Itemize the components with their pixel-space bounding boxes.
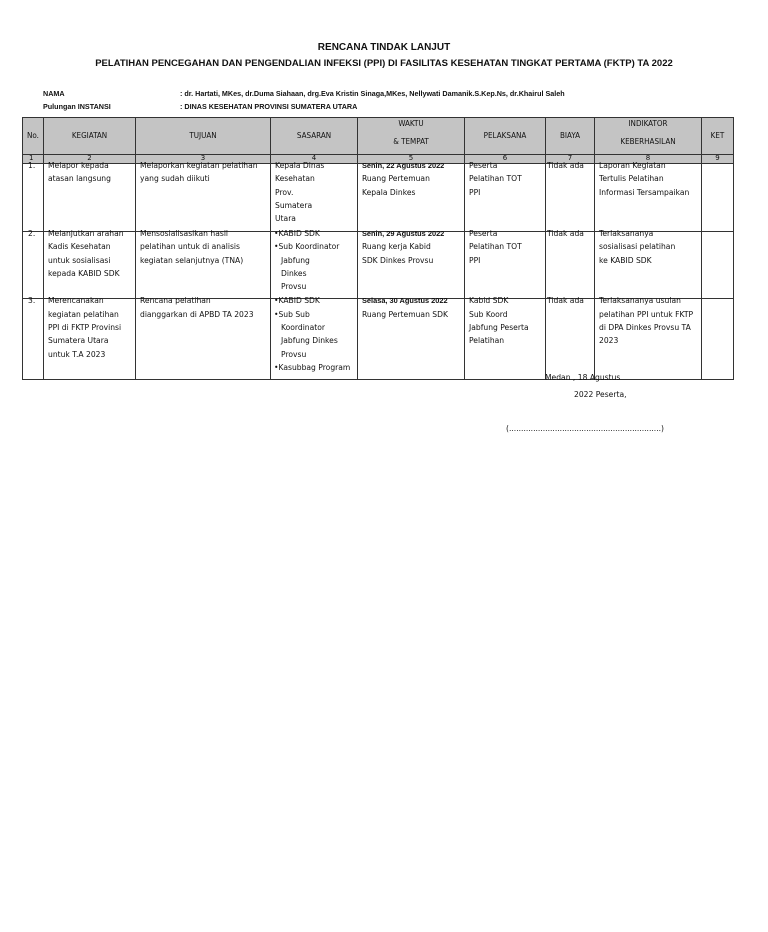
column-number: 5 <box>358 155 465 164</box>
header-no: No. <box>23 118 44 155</box>
cell-sasaran: Kepala Dinas Kesehatan Prov. Sumatera Utara <box>275 161 325 224</box>
sasaran-item: • Sub Sub Koordinator Jabfung Dinkes Provsu <box>274 308 354 361</box>
cell-sasaran <box>271 294 357 374</box>
plan-table <box>22 117 734 380</box>
meta-nama-value: : dr. Hartati, MKes, dr.Duma Siahaan, drg.Eva Kristin Sinaga,MKes, Nellywati Damanik.S.Kep.Ns, dr.Khairul Saleh <box>180 89 565 98</box>
waktu-date: Senin, 29 Agustus 2022 <box>362 229 445 238</box>
header-tujuan: TUJUAN <box>136 118 271 155</box>
cell-waktu-tempat: Senin, 29 Agustus 2022 Ruang kerja Kabid SDK Dinkes Provsu <box>358 227 464 267</box>
table-row <box>23 232 734 299</box>
column-number: 4 <box>271 155 358 164</box>
place-date-continued: 2022 Peserta, <box>574 390 627 399</box>
header-indikator-line1: INDIKATOR <box>628 119 668 128</box>
column-number: 7 <box>546 155 595 164</box>
document-subtitle: PELATIHAN PENCEGAHAN DAN PENGENDALIAN INFEKSI (PPI) DI FASILITAS KESEHATAN TINGKAT PERTAMA (FKTP) TA 2022 <box>95 58 673 69</box>
waktu-date: Senin, 22 Agustus 2022 <box>362 161 445 170</box>
waktu-date: Selasa, 30 Agustus 2022 <box>362 296 448 306</box>
cell-biaya: Tidak ada <box>547 296 584 306</box>
cell-ket <box>702 164 734 232</box>
sasaran-item: • Kasubbag Program <box>274 361 354 374</box>
row-number: 3. <box>28 296 36 306</box>
cell-ket <box>702 299 734 380</box>
meta-nama-label: NAMA <box>43 89 65 98</box>
column-number: 1 <box>23 155 44 164</box>
cell-pelaksana: Peserta Pelatihan TOT PPI <box>469 161 522 197</box>
column-number: 2 <box>44 155 136 164</box>
meta-nama <box>43 89 565 98</box>
header-sasaran: SASARAN <box>271 118 358 155</box>
header-indikator <box>595 118 702 155</box>
header-ket: KET <box>702 118 734 155</box>
sasaran-list <box>274 227 354 293</box>
column-number: 3 <box>136 155 271 164</box>
document-title: RENCANA TINDAK LANJUT <box>317 42 451 53</box>
column-number: 8 <box>595 155 702 164</box>
header-waktu <box>358 118 465 155</box>
header-biaya: BIAYA <box>546 118 595 155</box>
signature-line: (...............................................................) <box>506 424 664 433</box>
place-date: Medan , 18 Agustus <box>545 373 621 382</box>
header-waktu-line2: & TEMPAT <box>393 137 429 146</box>
meta-instansi-label: Pulungan INSTANSI <box>43 102 111 111</box>
sasaran-item: • KABID SDK <box>274 294 354 307</box>
cell-ket <box>702 232 734 299</box>
row-number: 2. <box>28 229 36 238</box>
meta-instansi-value: : DINAS KESEHATAN PROVINSI SUMATERA UTARA <box>180 102 358 111</box>
cell-kegiatan: Melapor kepada atasan langsung <box>48 161 111 184</box>
cell-indikator: Laporan Kegiatan Tertulis Pelatihan Informasi Tersampaikan <box>599 161 690 197</box>
header-waktu-line1: WAKTU <box>398 119 424 128</box>
cell-waktu-tempat: Selasa, 30 Agustus 2022 Ruang Pertemuan SDK <box>358 294 464 321</box>
cell-indikator: Terlaksananya usulan pelatihan PPI untuk FKTP di DPA Dinkes Provsu TA 2023 <box>599 296 694 346</box>
cell-kegiatan: Melanjutkan arahan Kadis Kesehatan untuk sosialisasi kepada KABID SDK <box>48 229 124 278</box>
meta-instansi <box>43 102 358 111</box>
cell-pelaksana: Peserta Pelatihan TOT PPI <box>469 229 522 265</box>
row-number: 1. <box>28 161 36 170</box>
header-pelaksana: PELAKSANA <box>465 118 546 155</box>
cell-sasaran <box>271 227 357 293</box>
column-number: 9 <box>702 155 734 164</box>
column-number: 6 <box>465 155 546 164</box>
header-kegiatan: KEGIATAN <box>44 118 136 155</box>
table-row <box>23 299 734 380</box>
cell-kegiatan: Merencanakan kegiatan pelatihan PPI di FKTP Provinsi Sumatera Utara untuk T.A 2023 <box>48 296 122 359</box>
sasaran-item: • KABID SDK <box>274 227 354 240</box>
cell-tujuan: Rencana pelatihan dianggarkan di APBD TA 2023 <box>140 296 254 319</box>
header-indikator-line2: KEBERHASILAN <box>620 137 676 146</box>
cell-biaya: Tidak ada <box>547 161 584 170</box>
cell-indikator: Terlaksananya sosialisasi pelatihan ke KABID SDK <box>599 229 676 265</box>
cell-biaya: Tidak ada <box>547 229 584 238</box>
cell-tujuan: Mensosialisasikan hasil pelatihan untuk di analisis kegiatan selanjutnya (TNA) <box>140 229 244 265</box>
cell-waktu-tempat: Senin, 22 Agustus 2022 Ruang Pertemuan Kepala Dinkes <box>358 159 464 199</box>
sasaran-list <box>274 294 354 374</box>
cell-tujuan: Melaporkan kegiatan pelatihan yang sudah diikuti <box>140 161 258 184</box>
cell-pelaksana: Kabid SDK Sub Koord Jabfung Peserta Pelatihan <box>469 296 529 346</box>
header-row <box>23 118 734 155</box>
table-row <box>23 164 734 232</box>
sasaran-item: • Sub Koordinator Jabfung Dinkes Provsu <box>274 240 354 293</box>
